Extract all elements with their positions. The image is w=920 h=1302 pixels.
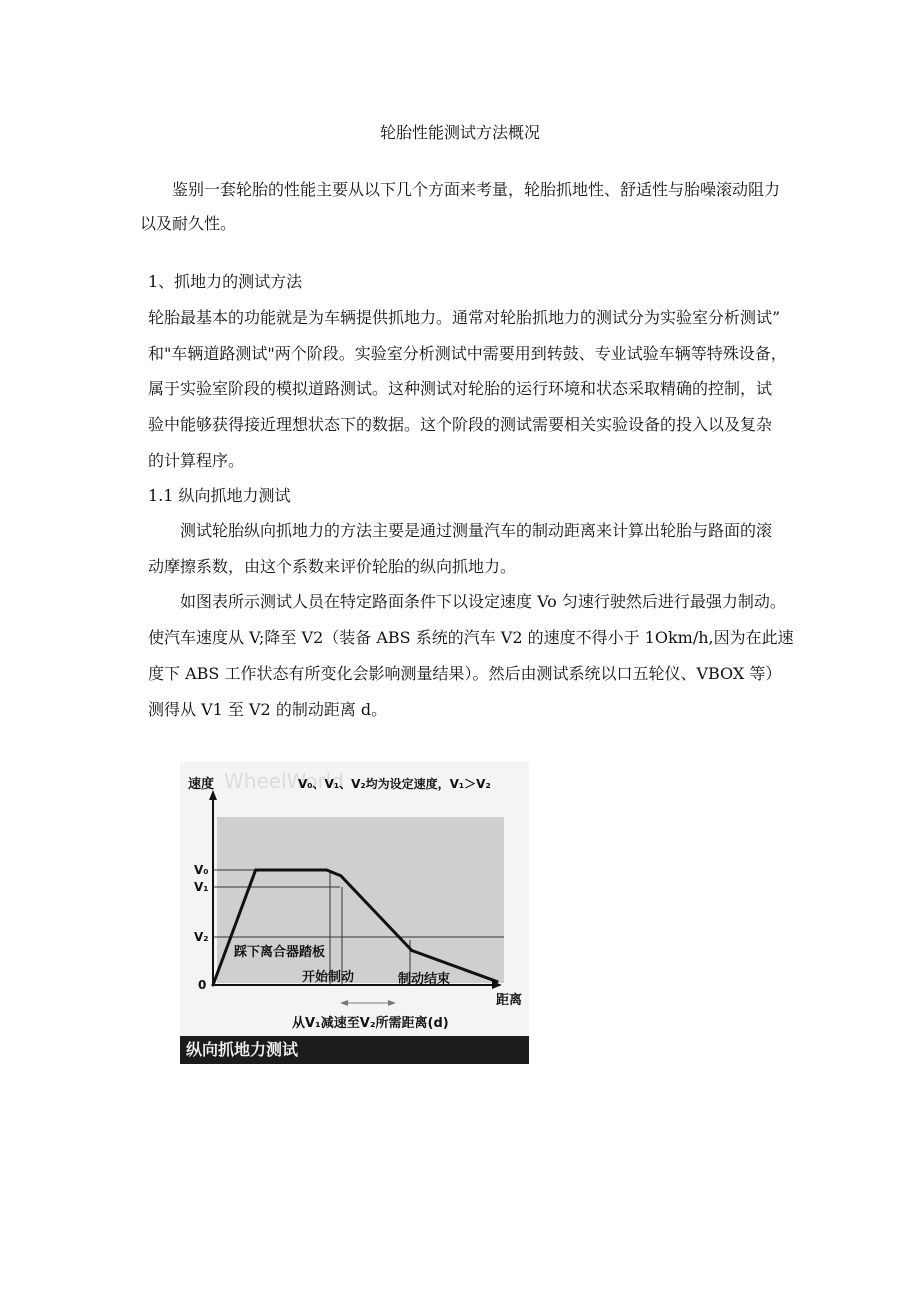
speed-point-0 (212, 984, 215, 987)
y-tick-v1: V₁ (194, 880, 209, 894)
section1-line-3: 属于实验室阶段的模拟道路测试。这种测试对轮胎的运行环境和状态采取精确的控制，试 (148, 379, 773, 398)
figure-caption: 纵向抓地力测试 (180, 1036, 529, 1064)
section11-heading: 1.1 纵向抓地力测试 (148, 486, 291, 505)
intro-line-1: 鉴别一套轮胎的性能主要从以下几个方面来考量，轮胎抓地性、舒适性与胎噪滚动阻力 (172, 180, 781, 199)
annotation-brake-start: 开始制动 (302, 970, 355, 985)
section1-line-2: 和"车辆道路测试"两个阶段。实验室分析测试中需要用到转鼓、专业试验车辆等特殊设备， (148, 344, 787, 363)
y-tick-v2: V₂ (194, 930, 209, 944)
section11-p2-line-2: 使汽车速度从 V;降至 V2（装备 ABS 系统的汽车 V2 的速度不得小于 1Okm/h,因为在此速 (148, 628, 794, 647)
braking-figure (180, 762, 529, 1064)
annotation-distance: 从V₁减速至V₂所需距离(d) (292, 1016, 449, 1031)
speed-point-1 (254, 869, 257, 872)
y-tick-zero: 0 (198, 978, 207, 992)
section11-p1-line-1: 测试轮胎纵向抓地力的方法主要是通过测量汽车的制动距离来计算出轮胎与路面的滚 (180, 521, 773, 540)
section11-p2-line-1: 如图表所示测试人员在特定路面条件下以设定速度 Vo 匀速行驶然后进行最强力制动。 (180, 592, 786, 611)
section1-line-5: 的计算程序。 (148, 451, 245, 470)
distance-arrow-right-head (388, 1000, 396, 1006)
section1-line-1: 轮胎最基本的功能就是为车辆提供抓地力。通常对轮胎抓地力的测试分为实验室分析测试” (148, 308, 781, 327)
speed-point-3 (339, 874, 342, 877)
intro-line-2: 以及耐久性。 (140, 214, 237, 233)
page-title: 轮胎性能测试方法概况 (379, 123, 540, 142)
section1-heading: 1、抓地力的测试方法 (148, 272, 303, 291)
chart-title: V₀、V₁、V₂均为设定速度，V₁＞V₂ (298, 777, 491, 791)
x-axis-label: 距离 (496, 993, 523, 1008)
section11-p2-line-3: 度下 ABS 工作状态有所变化会影响测量结果）。然后由测试系统以口五轮仪、VBOX 等） (148, 664, 782, 683)
watermark-text: WheelWorld (224, 769, 344, 793)
annotation-clutch: 踩下离合器踏板 (234, 945, 326, 960)
section11-p2-line-4: 测得从 V1 至 V2 的制动距离 d。 (148, 700, 388, 719)
distance-arrow-left-head (340, 1000, 348, 1006)
annotation-brake-end: 制动结束 (398, 972, 451, 987)
section1-line-4: 验中能够获得接近理想状态下的数据。这个阶段的测试需要相关实验设备的投入以及复杂 (148, 415, 773, 434)
braking-chart (180, 762, 529, 1036)
speed-point-5 (496, 980, 499, 983)
y-tick-v0: V₀ (194, 863, 209, 877)
section11-p1-line-2: 动摩擦系数，由这个系数来评价轮胎的纵向抓地力。 (148, 557, 517, 576)
y-axis-label: 速度 (188, 777, 215, 792)
speed-point-4 (410, 949, 413, 952)
speed-point-2 (325, 869, 328, 872)
